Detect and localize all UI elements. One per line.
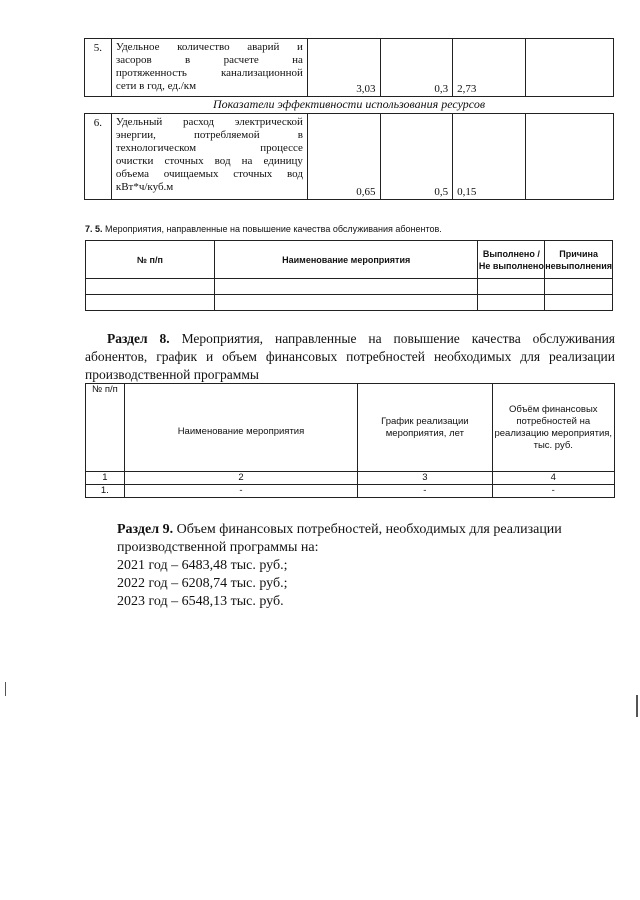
value-cell: 0,5 — [380, 114, 453, 200]
col-header-measure: Наименование мероприятия — [124, 384, 357, 472]
quality-measures-table — [85, 240, 613, 311]
table-subheader-row — [85, 97, 614, 114]
section-9 — [85, 521, 615, 611]
indicator-description: Удельное количество аварий и засоров в расчете на протяженность канализационной сети в год, ед./км — [111, 39, 307, 97]
list-item: 2023 год – 6548,13 тыс. руб. — [117, 594, 284, 609]
scan-artifact-right — [636, 695, 638, 717]
indicator-description: Удельный расход электрической энергии, потребляемой в технологическом процессе очистки сточных вод на единицу объема очищаемых сточных вод кВт*ч/куб.м — [111, 114, 307, 200]
empty-cell — [525, 39, 613, 97]
table-row — [86, 295, 613, 311]
table-header-row — [86, 384, 615, 472]
value-cell: 2,73 — [453, 39, 526, 97]
table-header-row — [86, 241, 613, 279]
col-header-status: Выполнено / Не выполнено — [478, 241, 545, 279]
financial-needs-table — [85, 383, 615, 498]
value-cell: 0,3 — [380, 39, 453, 97]
table-row — [86, 279, 613, 295]
list-item: 2022 год – 6208,74 тыс. руб.; — [117, 576, 288, 591]
col-header-schedule: График реализации мероприятия, лет — [358, 384, 492, 472]
value-cell: 0,15 — [453, 114, 526, 200]
col-header-number: № п/п — [86, 384, 125, 472]
table-index-row: 1 2 3 4 — [86, 472, 615, 485]
col-header-reason: Причина невыполнения — [545, 241, 613, 279]
section-8-heading: Раздел 8. Мероприятия, направленные на повышение качества обслуживания абонентов, график и объем финансовых потребностей необходимых для реализации производственной программы — [85, 331, 616, 382]
value-cell: 3,03 — [307, 39, 380, 97]
col-header-financing: Объём финансовых потребностей на реализацию мероприятия, тыс. руб. — [492, 384, 614, 472]
list-item: 2021 год – 6483,48 тыс. руб.; — [117, 558, 288, 573]
empty-cell — [525, 114, 613, 200]
subheader-efficiency: Показатели эффективности использования ресурсов — [212, 97, 486, 111]
section-9-heading: Раздел 9. Объем финансовых потребностей, необходимых для реализации производственной программы на: — [117, 522, 562, 555]
section-7-5-heading: 7. 5. Мероприятия, направленные на повышение качества обслуживания абонентов. — [85, 224, 442, 234]
table-row — [85, 114, 614, 200]
row-number: 5. — [85, 39, 112, 97]
table-row — [85, 39, 614, 97]
yearly-financing-list — [85, 557, 615, 611]
table-row: 1. - - - — [86, 485, 615, 498]
col-header-measure: Наименование мероприятия — [214, 241, 478, 279]
row-number: 6. — [85, 114, 112, 200]
scan-artifact-left — [5, 682, 6, 696]
value-cell: 0,65 — [307, 114, 380, 200]
col-header-number: № п/п — [86, 241, 215, 279]
indicators-table — [84, 38, 614, 200]
